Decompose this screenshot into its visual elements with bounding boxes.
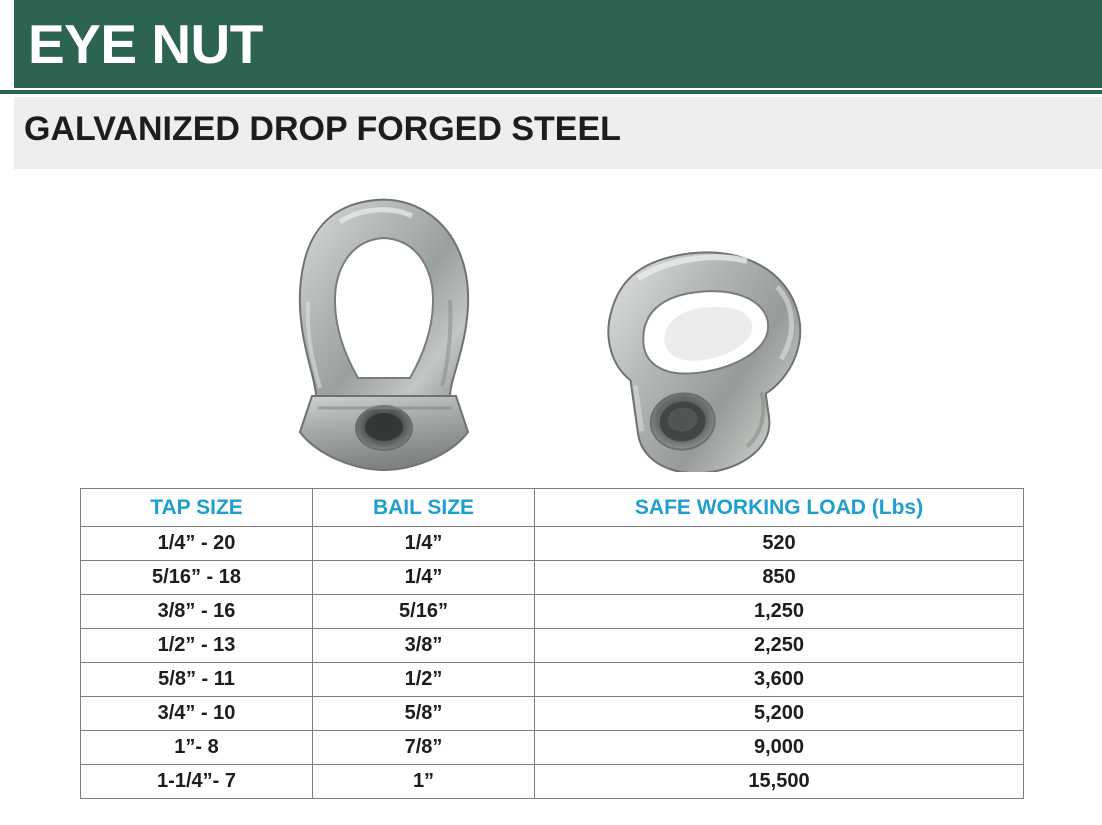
cell-tap-size: 1-1/4”- 7 xyxy=(81,765,313,799)
cell-safe-working-load: 3,600 xyxy=(535,663,1024,697)
page-title: EYE NUT xyxy=(28,13,263,75)
eye-nut-right xyxy=(598,240,818,472)
subtitle-left-accent-bar xyxy=(0,97,14,169)
table-row xyxy=(81,765,1024,799)
product-photo-area xyxy=(0,172,1102,472)
cell-bail-size: 5/16” xyxy=(313,595,535,629)
cell-bail-size: 1/4” xyxy=(313,561,535,595)
cell-tap-size: 5/16” - 18 xyxy=(81,561,313,595)
header-underline xyxy=(0,88,1102,94)
cell-tap-size: 1/4” - 20 xyxy=(81,527,313,561)
cell-bail-size: 7/8” xyxy=(313,731,535,765)
table-row xyxy=(81,731,1024,765)
cell-safe-working-load: 5,200 xyxy=(535,697,1024,731)
table-header-row xyxy=(81,489,1024,527)
cell-bail-size: 5/8” xyxy=(313,697,535,731)
cell-bail-size: 3/8” xyxy=(313,629,535,663)
cell-safe-working-load: 2,250 xyxy=(535,629,1024,663)
column-header-bail-size: BAIL SIZE xyxy=(313,489,535,527)
cell-bail-size: 1/2” xyxy=(313,663,535,697)
cell-tap-size: 3/8” - 16 xyxy=(81,595,313,629)
header-left-accent-bar xyxy=(0,0,14,88)
column-header-safe-working-load: SAFE WORKING LOAD (Lbs) xyxy=(535,489,1024,527)
cell-tap-size: 3/4” - 10 xyxy=(81,697,313,731)
cell-bail-size: 1” xyxy=(313,765,535,799)
cell-tap-size: 1/2” - 13 xyxy=(81,629,313,663)
table-row xyxy=(81,527,1024,561)
table-row xyxy=(81,697,1024,731)
table-row xyxy=(81,595,1024,629)
cell-safe-working-load: 1,250 xyxy=(535,595,1024,629)
cell-bail-size: 1/4” xyxy=(313,527,535,561)
eye-nut-photo xyxy=(0,172,1102,472)
table-row xyxy=(81,561,1024,595)
cell-safe-working-load: 850 xyxy=(535,561,1024,595)
table-row xyxy=(81,629,1024,663)
cell-safe-working-load: 15,500 xyxy=(535,765,1024,799)
specification-table xyxy=(80,488,1024,799)
cell-tap-size: 1”- 8 xyxy=(81,731,313,765)
eye-nut-left xyxy=(300,200,468,470)
page-subtitle: GALVANIZED DROP FORGED STEEL xyxy=(24,110,621,148)
table-row xyxy=(81,663,1024,697)
column-header-tap-size: TAP SIZE xyxy=(81,489,313,527)
cell-tap-size: 5/8” - 11 xyxy=(81,663,313,697)
cell-safe-working-load: 9,000 xyxy=(535,731,1024,765)
cell-safe-working-load: 520 xyxy=(535,527,1024,561)
